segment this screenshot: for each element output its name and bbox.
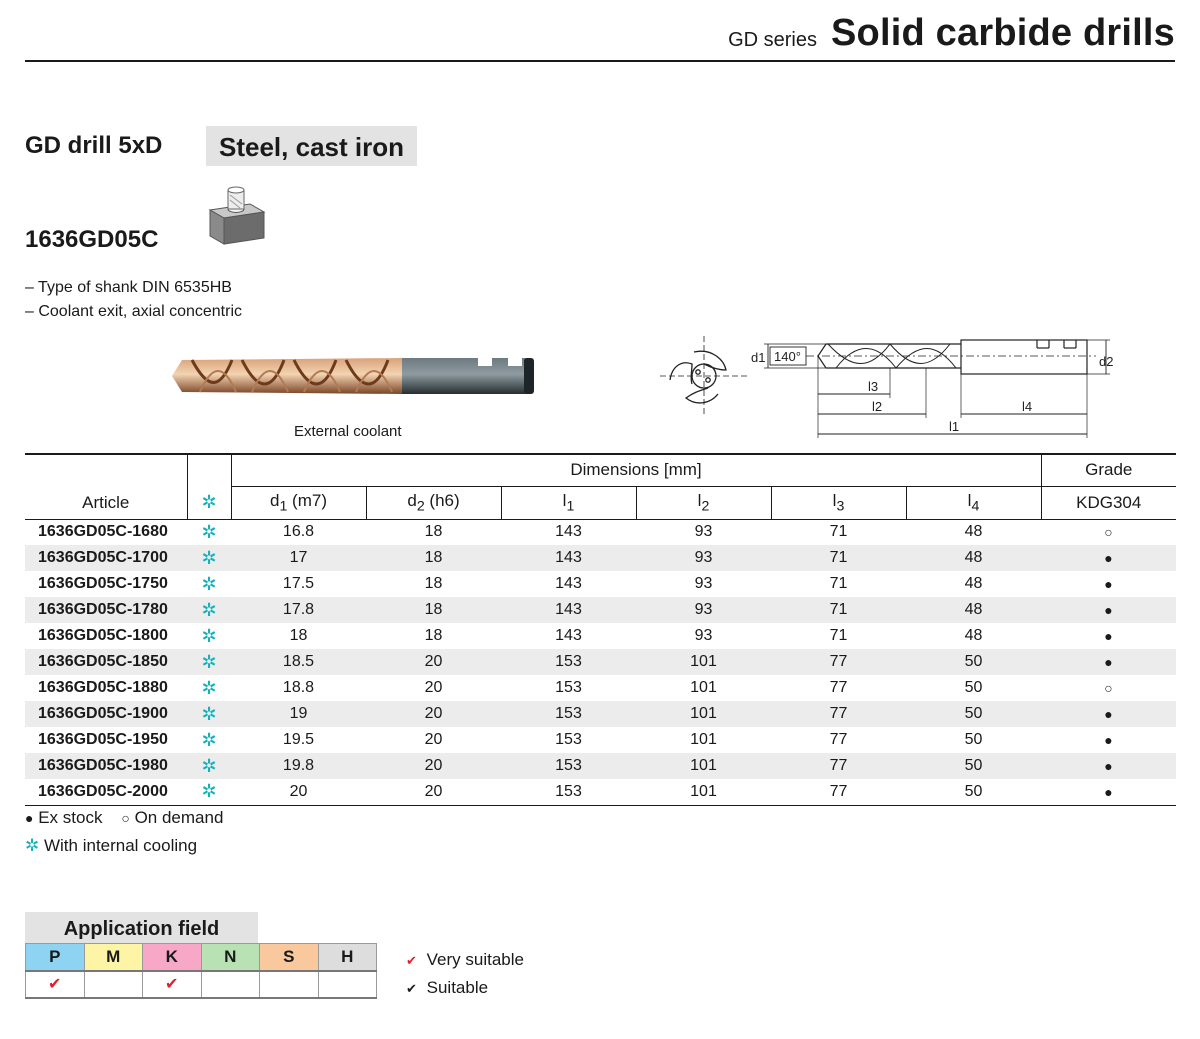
internal-cooling-icon: ✲ — [201, 729, 217, 750]
material-group-m: M — [84, 944, 143, 971]
availability-legend — [25, 804, 223, 859]
col-grade-kdg304: KDG304 — [1041, 486, 1176, 519]
on-demand-label: On demand — [134, 808, 224, 827]
table-row: 1636GD05C-1700 ✲ 17 18 143 93 71 48 ● — [25, 545, 1176, 571]
suitability-cell — [318, 971, 377, 998]
internal-cooling-icon: ✲ — [201, 599, 217, 620]
availability-symbol: ○ — [1104, 524, 1113, 541]
drill-front-view — [660, 336, 748, 416]
on-demand-icon: ○ — [121, 810, 130, 826]
suitability-cell — [84, 971, 143, 998]
internal-cooling-icon: ✲ — [201, 651, 217, 672]
dimensions-header: Dimensions [mm] — [231, 454, 1041, 486]
table-row: 1636GD05C-1850 ✲ 18.5 20 153 101 77 50 ● — [25, 649, 1176, 675]
table-row: 1636GD05C-1980 ✲ 19.8 20 153 101 77 50 ● — [25, 753, 1176, 779]
table-row: 1636GD05C-1750 ✲ 17.5 18 143 93 71 48 ● — [25, 571, 1176, 597]
internal-cooling-icon: ✲ — [201, 781, 217, 802]
dim-label-l3: l3 — [868, 379, 879, 394]
internal-cooling-icon: ✲ — [25, 836, 40, 855]
material-group-s: S — [260, 944, 319, 971]
material-group-n: N — [201, 944, 260, 971]
col-l2: $l_2$ — [636, 486, 771, 519]
col-l4: $l_4$ — [906, 486, 1041, 519]
col-d1: $d_1$ (m7) — [231, 486, 366, 519]
table-row: 1636GD05C-1880 ✲ 18.8 20 153 101 77 50 ○ — [25, 675, 1176, 701]
very-suitable-label: Very suitable — [426, 950, 524, 969]
table-row: 1636GD05C-1780 ✲ 17.8 18 143 93 71 48 ● — [25, 597, 1176, 623]
internal-cooling-icon: ✲ — [201, 677, 217, 698]
photo-caption: External coolant — [294, 423, 402, 440]
dim-label-l1: l1 — [949, 419, 960, 434]
application-field — [25, 912, 377, 999]
table-row: 1636GD05C-1900 ✲ 19 20 153 101 77 50 ● — [25, 701, 1176, 727]
through-hole-workpiece-icon — [206, 186, 268, 248]
feature-item-shank: – Type of shank DIN 6535HB — [25, 279, 232, 296]
page-header — [25, 0, 1175, 62]
suitability-cell — [260, 971, 319, 998]
availability-symbol: ● — [1104, 576, 1113, 592]
article-header: Article — [25, 454, 187, 519]
availability-symbol: ● — [1041, 545, 1176, 571]
black-check-icon: ✔ — [406, 981, 417, 996]
legend-stock-line — [25, 804, 223, 832]
drill-side-view — [764, 340, 1110, 438]
material-group-k: K — [143, 944, 202, 971]
availability-symbol: ● — [1041, 779, 1176, 805]
table-row: 1636GD05C-1950 ✲ 19.5 20 153 101 77 50 ● — [25, 727, 1176, 753]
article-code: 1636GD05C — [25, 226, 159, 253]
red-check-icon: ✔ — [406, 953, 417, 968]
availability-symbol: ● — [1041, 649, 1176, 675]
suitable-line — [406, 974, 524, 1002]
internal-cooling-icon: ✲ — [201, 573, 217, 594]
dim-label-l2: l2 — [872, 399, 883, 414]
material-group-p: P — [26, 944, 85, 971]
internal-cooling-icon: ✲ — [201, 547, 217, 568]
suitability-cell — [201, 971, 260, 998]
availability-symbol: ○ — [1104, 680, 1113, 696]
product-title: GD drill 5xD — [25, 132, 163, 159]
col-l1: $l_1$ — [501, 486, 636, 519]
availability-symbol: ● — [1104, 628, 1113, 644]
suitability-check-icon: ✔ — [143, 971, 202, 998]
product-table — [25, 453, 1176, 806]
grade-header: Grade — [1041, 454, 1176, 486]
internal-cooling-icon: ✲ — [201, 625, 217, 646]
dim-label-d2: d2 — [1099, 354, 1114, 369]
internal-cooling-icon: ✲ — [201, 755, 217, 776]
feature-item-coolant: – Coolant exit, axial concentric — [25, 303, 242, 320]
ex-stock-label: Ex stock — [38, 808, 103, 827]
availability-symbol: ● — [1041, 753, 1176, 779]
internal-cooling-label: With internal cooling — [43, 836, 198, 855]
availability-symbol: ● — [1041, 597, 1176, 623]
internal-cooling-icon: ✲ — [201, 491, 217, 512]
suitability-check-icon: ✔ — [26, 971, 85, 998]
availability-symbol: ● — [1104, 732, 1113, 748]
very-suitable-line — [406, 946, 524, 974]
angle-label: 140° — [774, 349, 801, 364]
material-tag: Steel, cast iron — [206, 126, 417, 166]
internal-cooling-header — [187, 454, 231, 519]
dimension-drawing — [656, 330, 1116, 442]
ex-stock-icon: ● — [25, 810, 34, 826]
application-field-title: Application field — [25, 912, 258, 944]
suitability-legend — [406, 946, 524, 1002]
dim-label-d1: d1 — [751, 350, 766, 365]
col-d2: $d_2$ (h6) — [366, 486, 501, 519]
col-l3: $l_3$ — [771, 486, 906, 519]
internal-cooling-icon: ✲ — [201, 703, 217, 724]
feature-list — [25, 276, 242, 324]
dim-label-l4: l4 — [1022, 399, 1033, 414]
application-field-table — [25, 943, 377, 999]
availability-symbol: ● — [1041, 701, 1176, 727]
table-row: 1636GD05C-1800 ✲ 18 18 143 93 71 48 ● — [25, 623, 1176, 649]
series-label: GD series — [728, 29, 817, 51]
page-title: Solid carbide drills — [831, 12, 1175, 54]
material-group-h: H — [318, 944, 377, 971]
suitable-label: Suitable — [426, 978, 489, 997]
table-row: 1636GD05C-2000 ✲ 20 20 153 101 77 50 ● — [25, 779, 1176, 805]
legend-cooling-line — [25, 832, 223, 859]
internal-cooling-icon: ✲ — [201, 521, 217, 542]
drill-photo — [168, 350, 538, 402]
table-row: 1636GD05C-1680 ✲ 16.8 18 143 93 71 48 ○ — [25, 519, 1176, 545]
